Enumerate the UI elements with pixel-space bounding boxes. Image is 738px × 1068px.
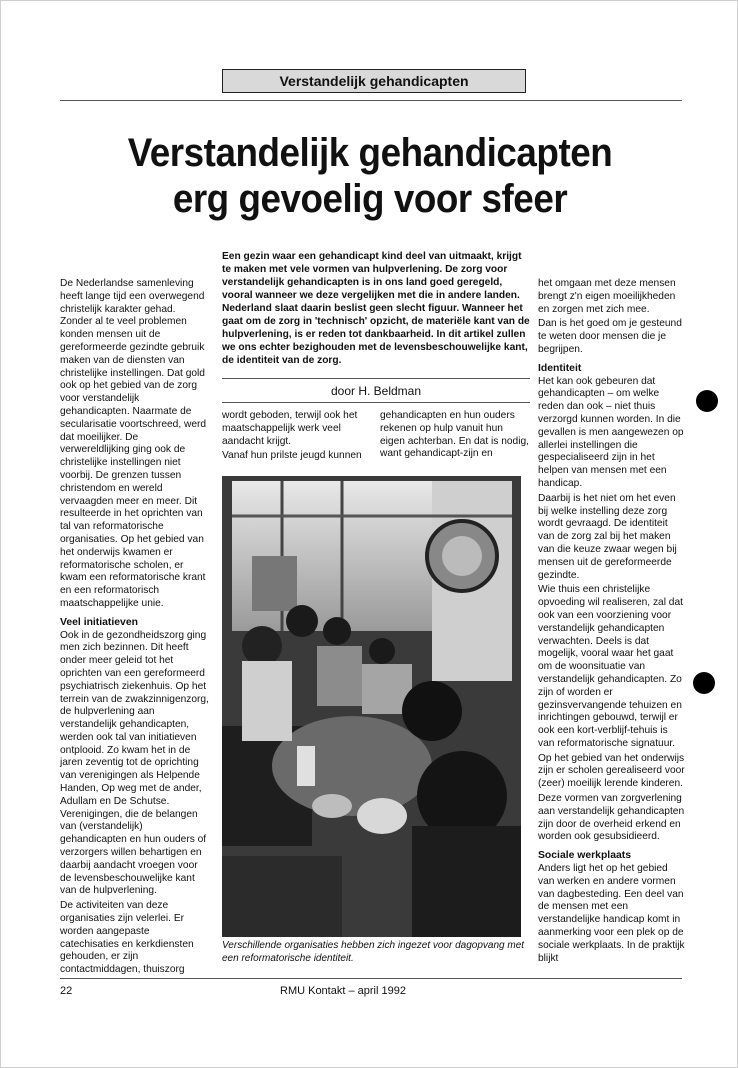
punch-hole-top — [696, 390, 718, 412]
byline-rule-bottom — [222, 402, 530, 403]
paragraph: De Nederlandse samenleving heeft lange tijd een overwegend christelijk karakter gehad. Zonder al te veel problemen konden mensen uit de gereformeerde gezindte gebruik maken van de diensten van christelijke instellingen. Dat gold ook op het gebied van de zorg voor verstandelijk gehandicapten. Naarmate de secularisatie voortschreed, werd dat moeilijker. De verwereldlijking ging ook de christelijke instellingen niet voorbij. De grenzen tussen christendom en wereld vervaagden meer en meer. Dit resulteerde in het oprichten van tal van reformatorische organisaties. Op het gebied van het onderwijs kwamen er reformatorische scholen, er kwam een reformatorische krant en een reformatorisch maatschappelijke unie. — [60, 278, 207, 609]
section-rubric: Verstandelijk gehandicapten — [222, 69, 526, 93]
punch-hole-bottom — [693, 672, 715, 694]
intro-paragraph: Een gezin waar een gehandicapt kind deel van uitmaakt, krijgt te maken met vele vormen van hulpverlening. De zorg voor verstandelijk gehandicapten is in ons land goed geregeld, vooral wanneer we deze vergelijken met die in andere landen. Nederland slaat daarin beslist geen slecht figuur. Wanneer het gaat om de zorg in 'technisch' opzicht, de materiële kant van de hulpverlening, is er reden tot dankbaarheid. In dit artikel zullen we ons echter bezighouden met de levensbeschouwelijke kant, de identiteit van de zorg. — [222, 251, 530, 366]
publication-footer: RMU Kontakt – april 1992 — [280, 985, 406, 997]
paragraph: gehandicapten en hun ouders rekenen op hulp vanuit hun eigen achterban. En dat is nodig, want gehandicapt-zijn en — [380, 410, 529, 460]
paragraph: Anders ligt het op het gebied van werken en andere vormen van dagbesteding. Een deel van de mensen met een verstandelijke handicap komt in aanmerking voor een plek op de sociale werkplaats. In de praktijk blijkt — [538, 863, 685, 964]
column-4 — [538, 278, 686, 967]
article-photo — [222, 476, 521, 937]
subheading: Veel initiatieven — [60, 616, 138, 628]
paragraph: Op het gebied van het onderwijs zijn er scholen gerealiseerd voor (zeer) moeilijk lerende kinderen. — [538, 752, 685, 790]
headline — [85, 130, 655, 222]
headline-line-1: Verstandelijk gehandicapten — [127, 131, 613, 175]
paragraph: wordt geboden, terwijl ook het maatschappelijk werk veel aandacht krijgt. — [222, 410, 358, 447]
column-2 — [222, 410, 370, 465]
header-rule — [60, 100, 682, 101]
column-1 — [60, 278, 210, 979]
subheading: Sociale werkplaats — [538, 850, 631, 862]
headline-line-2: erg gevoelig voor sfeer — [172, 177, 568, 221]
paragraph: Ook in de gezondheidszorg ging men zich bezinnen. Dit heeft onder meer geleid tot het oprichten van een gereformeerd psychiatrisch ziekenhuis. Op het terrein van de zwakzinnigenzorg, de hulpverlening aan verstandelijk gehandicapten, werden ook tal van initiatieven ontplooid. Zo kwam het in de jaren zeventig tot de oprichting van verenigingen als Helpende Handen, Op weg met de ander, Adullam en De Schutse. Verenigingen, die de belangen van (verstandelijk) gehandicapten en hun ouders of verzorgers willen behartigen en daarbij aandacht vroegen voor de levensbeschouwelijke kant van de hulpverlening. — [60, 629, 209, 897]
paragraph: Daarbij is het niet om het even bij welke instelling deze zorg wordt gevraagd. De identiteit van de zorg zal bij het maken van die keuze zwaar wegen bij mensen uit de gereformeerde gezindte. — [538, 492, 677, 581]
paragraph: De activiteiten van deze organisaties zijn velerlei. Er worden aangepaste catechisaties en kerkdiensten gehouden, er zijn contactmiddagen, thuiszorg — [60, 900, 194, 976]
paragraph: Deze vormen van zorgverlening aan verstandelijk gehandicapten zijn door de overheid erkend en worden ook gesubsidieerd. — [538, 793, 685, 843]
paragraph: Dan is het goed om je gesteund te weten door mensen die je begrijpen. — [538, 318, 682, 355]
photo-illustration — [222, 476, 521, 937]
column-3 — [380, 410, 530, 463]
page-number: 22 — [60, 985, 73, 997]
paragraph: Het kan ook gebeuren dat gehandicapten – om welke reden dan ook – niet thuis verzorgd kunnen worden. In die gevallen is men aangewezen op allerlei instellingen die gespecialiseerd zijn in het helpen van mensen met een handicap. — [538, 375, 684, 489]
paragraph: Vanaf hun prilste jeugd kunnen — [222, 450, 362, 462]
byline-rule-top — [222, 378, 530, 379]
paragraph: het omgaan met deze mensen brengt z'n eigen moeilijkheden en zorgen met zich mee. — [538, 278, 676, 315]
byline: door H. Beldman — [330, 384, 422, 398]
photo-caption: Verschillende organisaties hebben zich ingezet voor dagopvang met een reformatorische identiteit. — [222, 940, 525, 964]
footer-rule — [60, 978, 682, 979]
subheading: Identiteit — [538, 362, 582, 374]
paragraph: Wie thuis een christelijke opvoeding wil realiseren, zal dat ook van een voorziening voor verstandelijk gehandicapten verwachten. Deels is dat mogelijk, vooral waar het gaat om de woonsituatie van verstandelijk gehandicapten. Zo zijn of worden er gezinsvervangende tehuizen en inrichtingen gebouwd, terwijl er ook een kort-verblijf-tehuis is van reformatorische signatuur. — [538, 584, 683, 749]
